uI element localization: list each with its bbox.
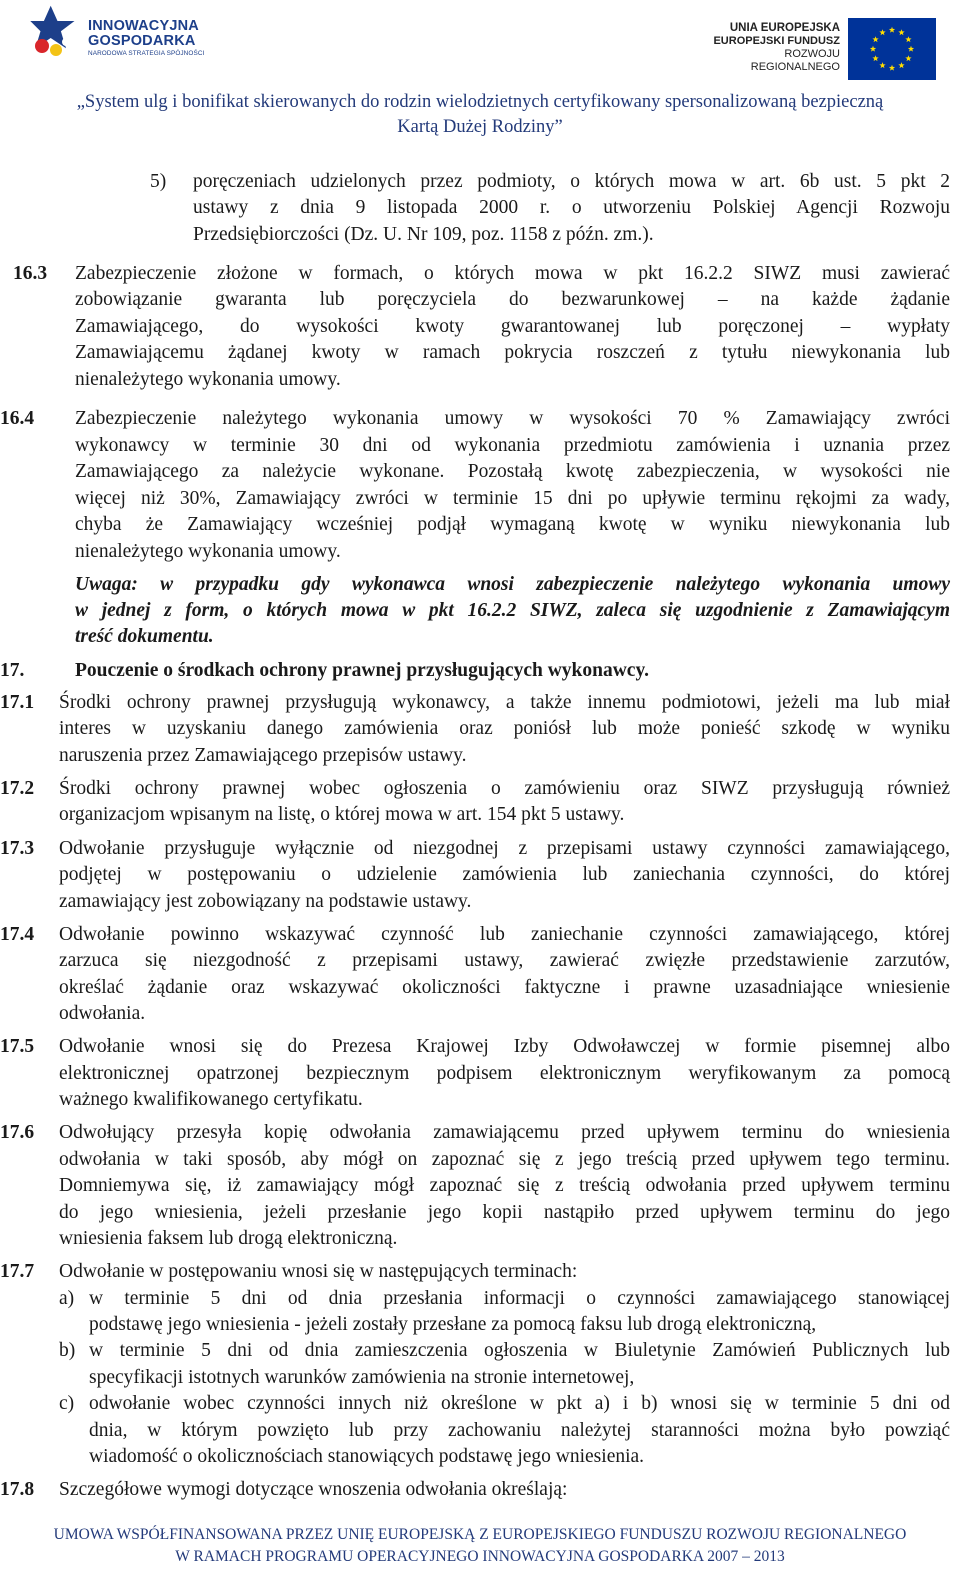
section-17-1-line2: interes w uzyskaniu danego zamówienia oraz poniósł lub może ponieść szkodę w wyniku	[59, 718, 950, 739]
section-17-3-line1: Odwołanie przysługuje wyłącznie od niezgodnej z przepisami ustawy czynności zamawiającego,	[59, 838, 950, 859]
item-5-line3: Przedsiębiorczości (Dz. U. Nr 109, poz. 1158 z późn. zm.).	[193, 224, 654, 245]
section-17-6-line1: Odwołujący przesyła kopię odwołania zamawiającemu przed upływem terminu do wniesienia	[59, 1122, 950, 1143]
section-17-4-line1: Odwołanie powinno wskazywać czynność lub zaniechanie czynności zamawiającego, której	[59, 924, 950, 945]
section-17-4-line4: odwołania.	[59, 1003, 146, 1024]
section-17-4-line2: zarzuca się niezgodność z przepisami ustawy, zawierać zwięzłe przedstawienie zarzutów,	[59, 950, 950, 971]
section-16-4-line5: chyba że Zamawiający wcześniej podjął wymaganą kwotę w wyniku niewykonania lub	[75, 514, 950, 535]
logo-left-line3: NARODOWA STRATEGIA SPÓJNOŚCI	[88, 50, 205, 57]
section-17-6-line2: odwołania w taki sposób, aby mógł on zapoznać się z jego treścią przed upływem tego terminu.	[59, 1149, 950, 1170]
section-17-7-b-line1: w terminie 5 dni od dnia zamieszczenia ogłoszenia w Biuletynie Zamówień Publicznych lub	[89, 1340, 950, 1361]
document-title-line1: „System ulg i bonifikat skierowanych do rodzin wielodzietnych certyfikowany spersonalizowaną bezpieczną	[76, 92, 884, 112]
section-16-4-line2: wykonawcy w terminie 30 dni od wykonania przedmiotu zamówienia i uznania przez	[75, 435, 950, 456]
section-17-2-line2: organizacjom wpisanym na listę, o której mowa w art. 154 pkt 5 ustawy.	[59, 804, 625, 825]
section-17-7-a-line1: w terminie 5 dni od dnia przesłania informacji o czynności zamawiającego stanowiącej	[89, 1288, 950, 1309]
section-17-6-line3: Domniemywa się, iż zamawiający mógł zapoznać się z treścią odwołania przed upływem terminu	[59, 1175, 950, 1196]
section-17-7-c-marker: c)	[59, 1393, 75, 1414]
section-17-6-line4: do jego wniesienia, jeżeli przesłanie jego kopii nastąpiło przed upływem terminu do jego	[59, 1202, 950, 1223]
document-title	[0, 90, 960, 140]
footer-line2: W RAMACH PROGRAMU OPERACYJNEGO INNOWACYJNA GOSPODARKA 2007 – 2013	[175, 1548, 785, 1565]
document-title-line2: Kartą Dużej Rodziny”	[397, 117, 563, 137]
item-5-line2: ustawy z dnia 9 listopada 2000 r. o utworzeniu Polskiej Agencji Rozwoju	[193, 197, 950, 218]
note-line2: w jednej z form, o których mowa w pkt 16.2.2 SIWZ, zaleca się uzgodnienie z Zamawiającym	[75, 600, 950, 621]
ig-star-icon	[26, 4, 84, 62]
section-17-7-c-line3: wiadomość o okolicznościach stanowiących podstawę jego wniesienia.	[89, 1446, 645, 1467]
section-17-3-number: 17.3	[0, 838, 35, 859]
item-5-number: 5)	[150, 171, 167, 192]
section-17-4-number: 17.4	[0, 924, 35, 945]
note-line1: Uwaga: w przypadku gdy wykonawca wnosi zabezpieczenie należytego wykonania umowy	[75, 574, 950, 595]
section-17-6-line5: wniesienia faksem lub drogą elektroniczną.	[59, 1228, 398, 1249]
eu-logo	[696, 12, 936, 74]
section-17-7-a-marker: a)	[59, 1288, 75, 1309]
section-16-4-line1: Zabezpieczenie należytego wykonania umowy w wysokości 70 % Zamawiający zwróci	[75, 408, 950, 429]
section-17-2-line1: Środki ochrony prawnej wobec ogłoszenia o zamówieniu oraz SIWZ przysługują również	[59, 778, 950, 799]
section-16-3-line4: Zamawiającemu żądanej kwoty w ramach pokrycia roszczeń z tytułu niewykonania lub	[75, 342, 950, 363]
eu-flag-icon	[848, 18, 936, 80]
section-17-5-number: 17.5	[0, 1036, 35, 1057]
section-17-5-line1: Odwołanie wnosi się do Prezesa Krajowej Izby Odwoławczej w formie pisemnej albo	[59, 1036, 950, 1057]
section-16-4-line3: Zamawiającego za należycie wykonane. Pozostałą kwotę zabezpieczenia, w wysokości nie	[75, 461, 950, 482]
section-16-4-line6: nienależytego wykonania umowy.	[75, 541, 341, 562]
section-17-5-line3: ważnego kwalifikowanego certyfikatu.	[59, 1089, 363, 1110]
logo-left-line1: INNOWACYJNA	[88, 18, 199, 34]
section-17-7-c-line1: odwołanie wobec czynności innych niż określone w pkt a) i b) wnosi się w terminie 5 dni od	[89, 1393, 950, 1414]
section-17-4-line3: określać żądanie oraz wskazywać okoliczności faktyczne i prawne uzasadniające wniesienie	[59, 977, 950, 998]
section-17-8-line1: Szczegółowe wymogi dotyczące wnoszenia odwołania określają:	[59, 1479, 568, 1500]
section-16-4-number: 16.4	[0, 408, 35, 429]
section-17-heading: Pouczenie o środkach ochrony prawnej przysługujących wykonawcy.	[75, 660, 650, 681]
section-17-7-a-line2: podstawę jego wniesienia - jeżeli zostały przesłane za pomocą faksu lub drogą elektroniczną,	[89, 1314, 817, 1335]
section-16-3-line3: Zamawiającego, do wysokości kwoty gwarantowanej lub poręczonej – wypłaty	[75, 316, 950, 337]
eu-logo-line2: EUROPEJSKI FUNDUSZ	[713, 35, 840, 47]
section-16-3-line1: Zabezpieczenie złożone w formach, o których mowa w pkt 16.2.2 SIWZ musi zawierać	[75, 263, 950, 284]
section-16-3-line2: zobowiązanie gwaranta lub poręczyciela do bezwarunkowej – na każde żądanie	[75, 289, 950, 310]
section-17-number: 17.	[0, 660, 25, 681]
note-line3: treść dokumentu.	[75, 626, 214, 647]
section-16-3-number: 16.3	[13, 263, 48, 284]
section-17-1-number: 17.1	[0, 692, 35, 713]
section-17-7-c-line2: dnia, w którym powzięto lub przy zachowaniu należytej staranności można było powziąć	[89, 1420, 950, 1441]
section-17-7-b-marker: b)	[59, 1340, 76, 1361]
eu-logo-line1: UNIA EUROPEJSKA	[729, 22, 840, 34]
section-17-7-number: 17.7	[0, 1261, 35, 1282]
logo-left-line2: GOSPODARKA	[88, 33, 196, 49]
section-17-7-b-line2: specyfikacji istotnych warunków zamówienia na stronie internetowej,	[89, 1367, 635, 1388]
section-16-3-line5: nienależytego wykonania umowy.	[75, 369, 341, 390]
section-17-3-line3: zamawiający jest zobowiązany na podstawie ustawy.	[59, 891, 472, 912]
section-17-2-number: 17.2	[0, 778, 35, 799]
eu-logo-line3: ROZWOJU REGIONALNEGO	[750, 48, 840, 73]
item-5-line1: poręczeniach udzielonych przez podmioty, o których mowa w art. 6b ust. 5 pkt 2	[193, 171, 950, 192]
section-17-8-number: 17.8	[0, 1479, 35, 1500]
section-17-7-line1: Odwołanie w postępowaniu wnosi się w następujących terminach:	[59, 1261, 578, 1282]
section-16-4-line4: więcej niż 30%, Zamawiający zwróci w terminie 15 dni po upływie terminu rękojmi za wady,	[75, 488, 950, 509]
section-17-6-number: 17.6	[0, 1122, 35, 1143]
eu-logo-text	[696, 22, 840, 74]
innowacyjna-gospodarka-logo	[26, 4, 216, 62]
footer-line1: UMOWA WSPÓŁFINANSOWANA PRZEZ UNIĘ EUROPEJSKĄ Z EUROPEJSKIEGO FUNDUSZU ROZWOJU REGIONALNEGO	[53, 1526, 907, 1543]
section-17-3-line2: podjętej w postępowaniu o udzielenie zamówienia lub zaniechania czynności, do której	[59, 864, 950, 885]
section-17-1-line1: Środki ochrony prawnej przysługują wykonawcy, a także innemu podmiotowi, jeżeli ma lub miał	[59, 692, 950, 713]
section-17-1-line3: naruszenia przez Zamawiającego przepisów ustawy.	[59, 745, 467, 766]
section-17-5-line2: elektronicznej opatrzonej bezpiecznym podpisem elektronicznym weryfikowanym za pomocą	[59, 1063, 950, 1084]
